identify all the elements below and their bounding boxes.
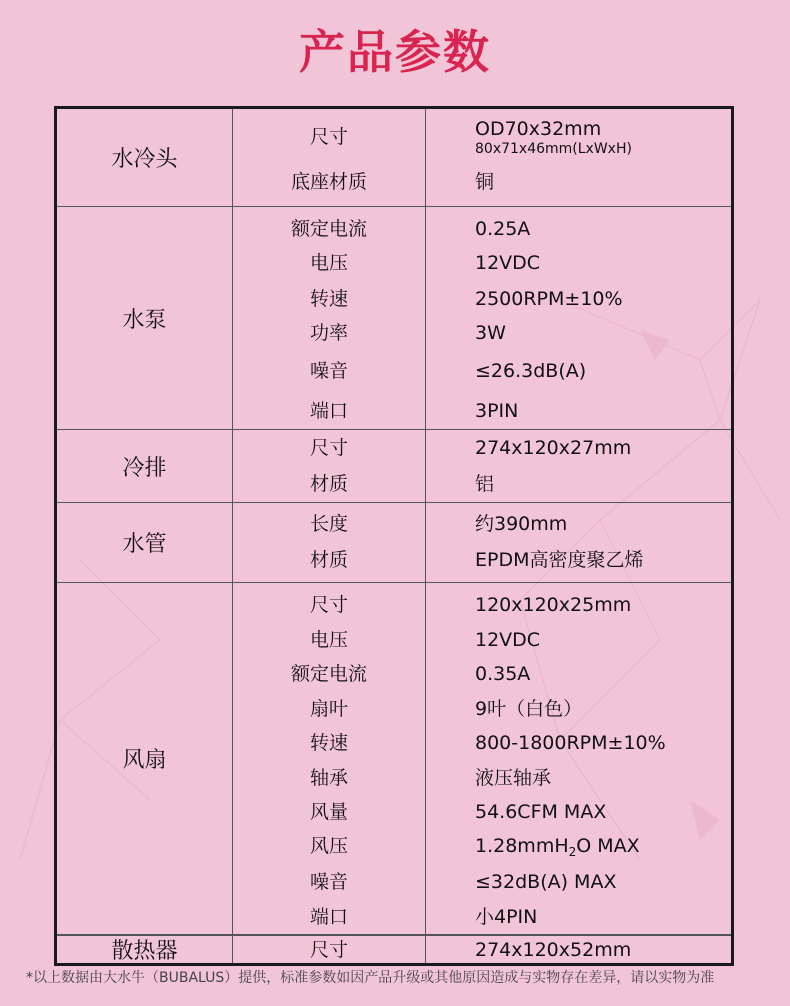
spec-value: [475, 117, 632, 155]
spec-value: 小4PIN: [475, 906, 538, 928]
spec-row: [57, 725, 731, 761]
group-cooler: [57, 935, 731, 963]
footnote: *以上数据由大水牛（BUBALUS）提供，标准参数如因产品升级或其他原因造成与实物存在差异，请以实物为准: [26, 970, 715, 986]
category-label: 冷排: [57, 430, 233, 502]
spec-row: [57, 899, 731, 935]
spec-value: 54.6CFM MAX: [475, 801, 607, 823]
spec-value: 274x120x52mm: [475, 939, 632, 961]
spec-row: [57, 760, 731, 796]
spec-label: 轴承: [309, 767, 348, 789]
spec-row: [57, 164, 731, 200]
group-fan: [57, 583, 731, 935]
spec-value: 约390mm: [475, 513, 568, 535]
spec-row: [57, 622, 731, 658]
spec-value-line1: OD70x32mm: [475, 118, 602, 140]
spec-label: 额定电流: [290, 663, 367, 685]
spec-value-tail: O MAX: [576, 835, 640, 857]
spec-row: [57, 281, 731, 317]
spec-value: 9叶（白色）: [475, 698, 583, 720]
spec-value: 2500RPM±10%: [475, 288, 623, 310]
spec-table: [54, 106, 734, 966]
spec-row: [57, 466, 731, 502]
spec-label: 长度: [309, 513, 348, 535]
spec-row: [57, 794, 731, 830]
spec-label: 端口: [309, 906, 348, 928]
spec-label: 尺寸: [309, 437, 348, 459]
spec-label: 转速: [309, 732, 348, 754]
spec-row: [57, 864, 731, 900]
group-water-block: [57, 109, 731, 207]
spec-label: 额定电流: [290, 218, 367, 240]
spec-value: 12VDC: [475, 252, 541, 274]
spec-row: [57, 691, 731, 727]
spec-row: [57, 245, 731, 281]
spec-label: 电压: [309, 629, 348, 651]
spec-row: [57, 353, 731, 389]
spec-value: 120x120x25mm: [475, 594, 632, 616]
category-label: 水冷头: [57, 109, 233, 206]
spec-value: 铜: [475, 171, 495, 193]
spec-row: [57, 430, 731, 466]
spec-label: 转速: [309, 288, 348, 310]
category-label: 风扇: [57, 583, 233, 934]
page-title: 产品参数: [299, 25, 491, 79]
spec-row: [57, 656, 731, 692]
spec-label: 噪音: [309, 871, 348, 893]
group-pump: [57, 207, 731, 430]
spec-value: 0.35A: [475, 663, 531, 685]
spec-row: [57, 315, 731, 351]
spec-row: [57, 117, 731, 161]
spec-value-subscript: 2: [568, 845, 577, 859]
spec-row: [57, 587, 731, 623]
category-label: 水管: [57, 503, 233, 582]
spec-value: ≤32dB(A) MAX: [475, 871, 617, 893]
spec-label: 电压: [309, 252, 348, 274]
group-tubing: [57, 503, 731, 583]
spec-row: [57, 211, 731, 247]
spec-value-main: 1.28mmH: [475, 835, 569, 857]
spec-row: [57, 506, 731, 542]
spec-value: 3W: [475, 322, 506, 344]
spec-label: 风压: [309, 835, 348, 857]
spec-value: 274x120x27mm: [475, 437, 632, 459]
spec-label: 噪音: [309, 360, 348, 382]
spec-label: 扇叶: [309, 698, 348, 720]
spec-label: 材质: [309, 549, 348, 571]
spec-value: 铝: [475, 473, 495, 495]
spec-label: 功率: [309, 322, 348, 344]
spec-label: 尺寸: [309, 939, 348, 961]
spec-row: [57, 393, 731, 429]
spec-value: 12VDC: [475, 629, 541, 651]
spec-value: ≤26.3dB(A): [475, 360, 587, 382]
spec-value: EPDM高密度聚乙烯: [475, 549, 644, 571]
spec-row: [57, 542, 731, 578]
spec-label: 底座材质: [290, 171, 367, 193]
spec-value: 3PIN: [475, 400, 519, 422]
spec-value-line2: 80x71x46mm(LxWxH): [475, 141, 632, 157]
spec-label: 风量: [309, 801, 348, 823]
group-radiator: [57, 430, 731, 503]
spec-row: [57, 932, 731, 968]
category-label: 水泵: [57, 207, 233, 429]
category-label: 散热器: [57, 936, 233, 963]
spec-row: [57, 828, 731, 864]
spec-label: 材质: [309, 473, 348, 495]
spec-value: 800-1800RPM±10%: [475, 732, 666, 754]
spec-value: 液压轴承: [475, 767, 552, 789]
spec-label: 端口: [309, 400, 348, 422]
spec-value: 0.25A: [475, 218, 531, 240]
spec-label: 尺寸: [309, 594, 348, 616]
spec-label: 尺寸: [309, 126, 348, 148]
spec-value: [475, 828, 640, 864]
